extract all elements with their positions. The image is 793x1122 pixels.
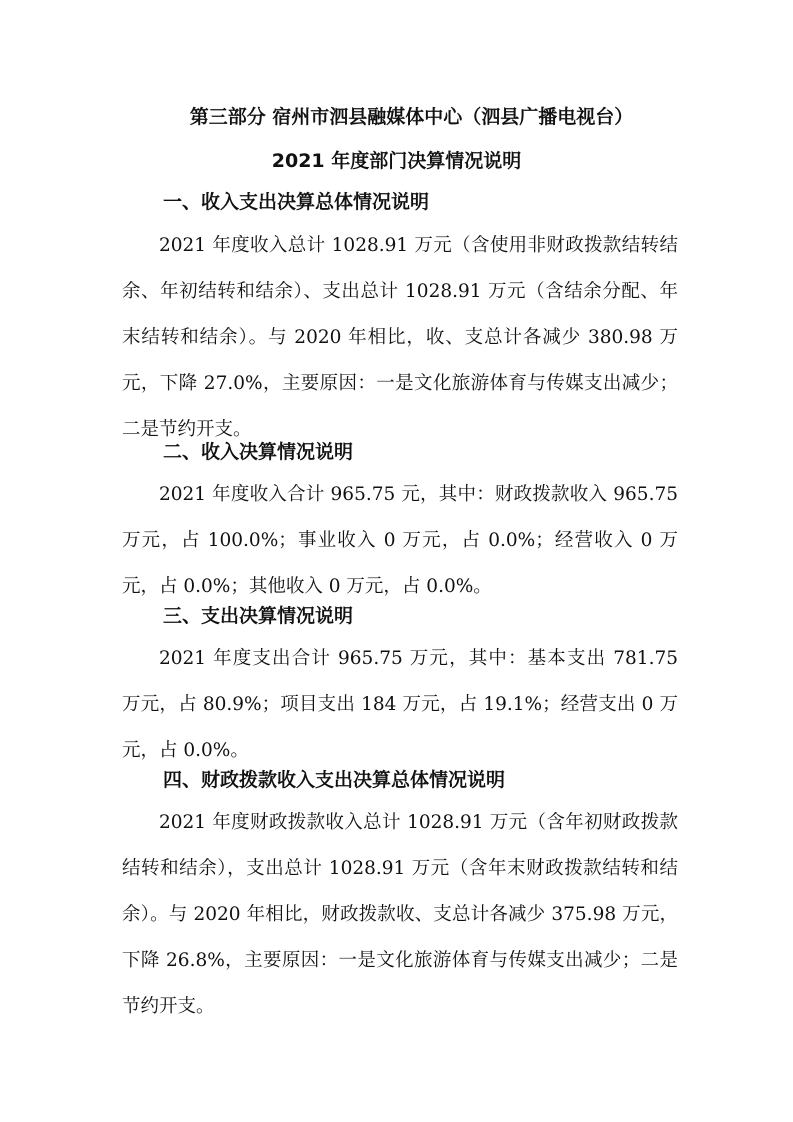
document-title-line-2: 2021 年度部门决算情况说明: [271, 150, 522, 172]
section-heading-income: 二、收入决算情况说明: [163, 441, 354, 463]
section-body-income-expenditure-overview: 2021 年度收入总计 1028.91 万元（含使用非财政拨款结转结余、年初结转和结余）、支出总计 1028.91 万元（含结余分配、年末结转和结余）。与 2020 年相比，收、支总计各减少 380.98 万元，下降 27.0%，主要原因：一是文化旅游体育与传媒支出减少；二是节约开支。: [122, 235, 678, 440]
section-heading-fiscal-appropriation: 四、财政拨款收入支出决算总体情况说明: [163, 769, 506, 791]
section-heading-expenditure: 三、支出决算情况说明: [163, 605, 354, 627]
section-body-income: 2021 年度收入合计 965.75 元，其中：财政拨款收入 965.75 万元，占 100.0%；事业收入 0 万元，占 0.0%；经营收入 0 万元，占 0.0%；其他收入 0 万元，占 0.0%。: [122, 484, 678, 597]
section-body-fiscal-appropriation: 2021 年度财政拨款收入总计 1028.91 万元（含年初财政拨款结转和结余），支出总计 1028.91 万元（含年末财政拨款结转和结余）。与 2020 年相比，财政拨款收、支总计各减少 375.98 万元，下降 26.8%，主要原因：一是文化旅游体育与传媒支出减少；二是节约开支。: [122, 812, 678, 1017]
section-body-expenditure: 2021 年度支出合计 965.75 万元，其中：基本支出 781.75 万元，占 80.9%；项目支出 184 万元，占 19.1%；经营支出 0 万元，占 0.0%。: [122, 648, 678, 761]
document-title-line-1: 第三部分 宿州市泗县融媒体中心（泗县广播电视台）: [189, 106, 634, 128]
section-heading-income-expenditure-overview: 一、收入支出决算总体情况说明: [163, 191, 430, 213]
